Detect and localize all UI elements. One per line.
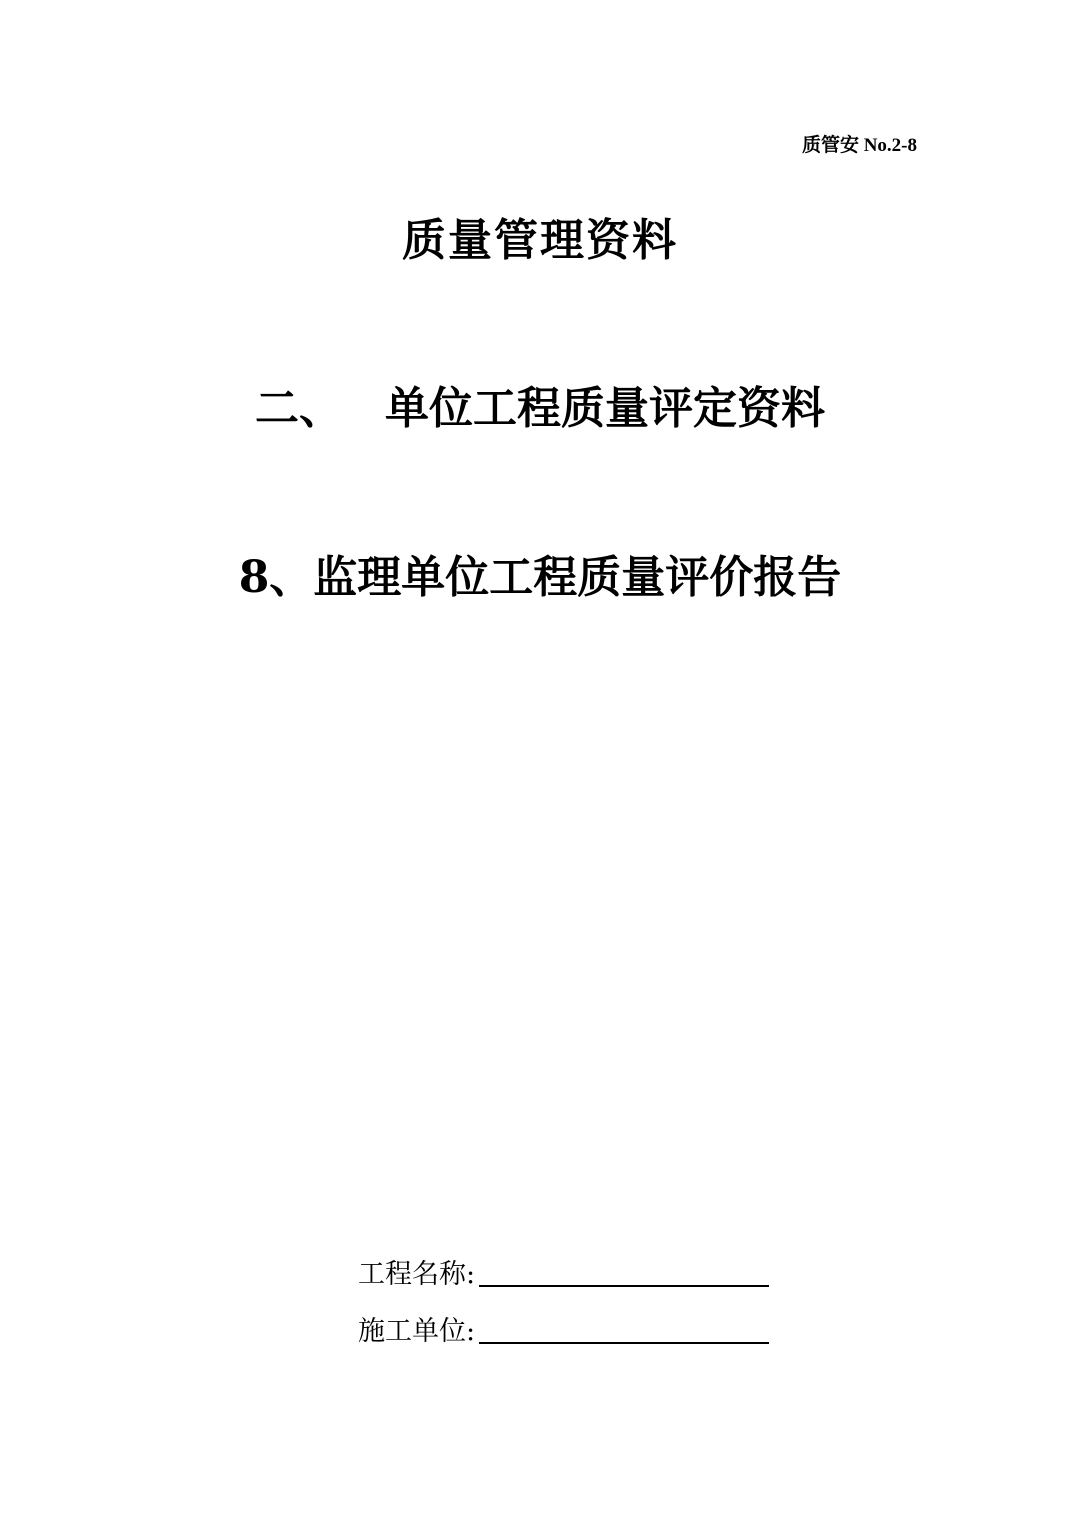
construction-unit-label: 施工单位: bbox=[358, 1316, 476, 1347]
project-name-label: 工程名称: bbox=[358, 1259, 476, 1290]
section-heading bbox=[0, 372, 1080, 436]
section-label: 单位工程质量评定资料 bbox=[385, 383, 825, 434]
main-title: 质量管理资料 bbox=[402, 215, 678, 266]
report-title: 8、监理单位工程质量评价报告 bbox=[238, 552, 842, 603]
construction-unit-blank[interactable] bbox=[479, 1314, 769, 1344]
project-name-blank[interactable] bbox=[479, 1257, 769, 1287]
construction-unit-field bbox=[358, 1309, 769, 1348]
section-number: 二、 bbox=[255, 383, 343, 434]
project-name-field bbox=[358, 1252, 769, 1291]
document-code: 质管安 No.2-8 bbox=[801, 135, 917, 156]
